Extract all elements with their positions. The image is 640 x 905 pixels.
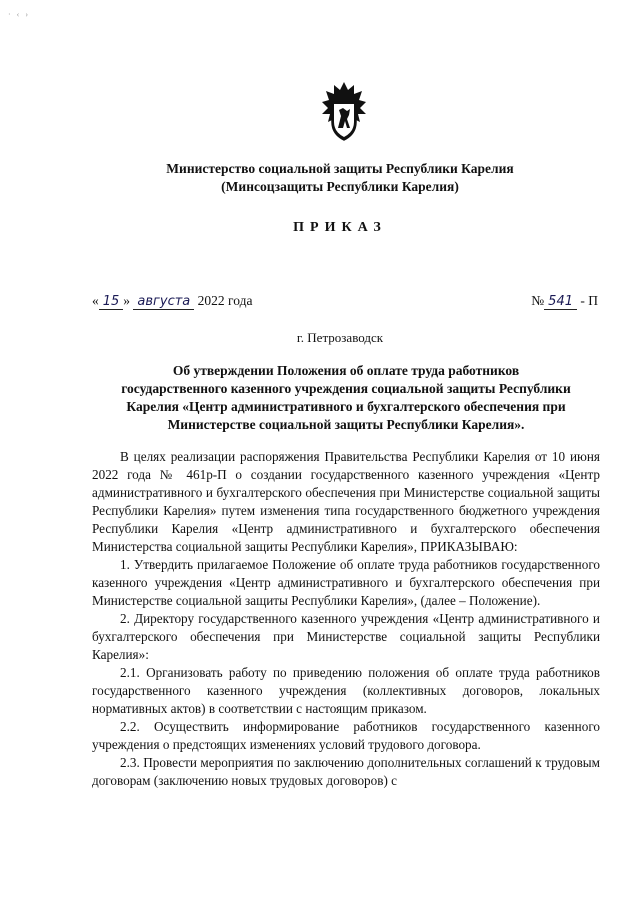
number-suffix: - П xyxy=(580,293,598,308)
scan-corner-marks: · ‹ › xyxy=(8,10,30,19)
order-body xyxy=(92,448,600,790)
subject-line: Министерстве социальной защиты Республики Карелия». xyxy=(167,417,525,432)
number-value-handwritten: 541 xyxy=(544,294,577,310)
ministry-header xyxy=(60,160,620,196)
date-close-quote: » xyxy=(123,293,131,308)
preamble-paragraph: В целях реализации распоряжения Правительства Республики Карелия от 10 июня 2022 года № 461р-П о создании государственного казенного учреждения «Центр административного и бухгалтерского обеспечения при Министерстве социальной защиты Республики Карелия» путем изменения типа государственного бюджетного учреждения Республики Карелия «Центр административного и бухгалтерского обеспечения Министерства социальной защиты Республики Карелия», ПРИКАЗЫВАЮ: xyxy=(92,449,600,554)
order-date xyxy=(92,293,252,309)
item-2-2-paragraph: 2.2. Осуществить информирование работников государственного казенного учреждения о предстоящих изменениях условий трудового договора. xyxy=(92,719,600,752)
city-line: г. Петрозаводск xyxy=(296,330,384,345)
subject-line: Об утверждении Положения об оплате труда работников xyxy=(172,363,520,378)
karelia-coat-of-arms-icon xyxy=(314,78,374,144)
order-subject xyxy=(92,362,600,434)
number-prefix: № xyxy=(531,293,545,308)
item-1-paragraph: 1. Утвердить прилагаемое Положение об оплате труда работников государственного казенного учреждения «Центр административного и бухгалтерского обеспечения при Министерстве социальной защиты Республики Карелия», (далее – Положение). xyxy=(92,557,600,608)
date-open-quote: « xyxy=(92,293,99,308)
subject-line: государственного казенного учреждения социальной защиты Республики xyxy=(121,381,571,396)
date-year: 2022 года xyxy=(197,293,253,308)
item-2-1-paragraph: 2.1. Организовать работу по приведению положения об оплате труда работников государственного казенного учреждения (коллективных договоров, локальных нормативных актов) в соответствии с настоящим приказом. xyxy=(92,665,600,716)
date-month-handwritten: августа xyxy=(133,294,194,310)
item-2-3-paragraph: 2.3. Провести мероприятия по заключению дополнительных соглашений к трудовым договорам (заключению новых трудовых договоров) с xyxy=(92,755,600,788)
item-2-paragraph: 2. Директору государственного казенного учреждения «Центр административного и бухгалтерского обеспечения при Министерстве социальной защиты Республики Карелия»: xyxy=(92,611,600,662)
date-day-handwritten: 15 xyxy=(99,294,124,310)
ministry-name: Министерство социальной защиты Республики Карелия xyxy=(166,161,514,176)
subject-line: Карелия «Центр административного и бухгалтерского обеспечения при xyxy=(126,399,566,414)
ministry-short-name: (Минсоцзащиты Республики Карелия) xyxy=(221,179,459,194)
order-number xyxy=(531,293,598,309)
document-title: ПРИКАЗ xyxy=(293,220,387,235)
